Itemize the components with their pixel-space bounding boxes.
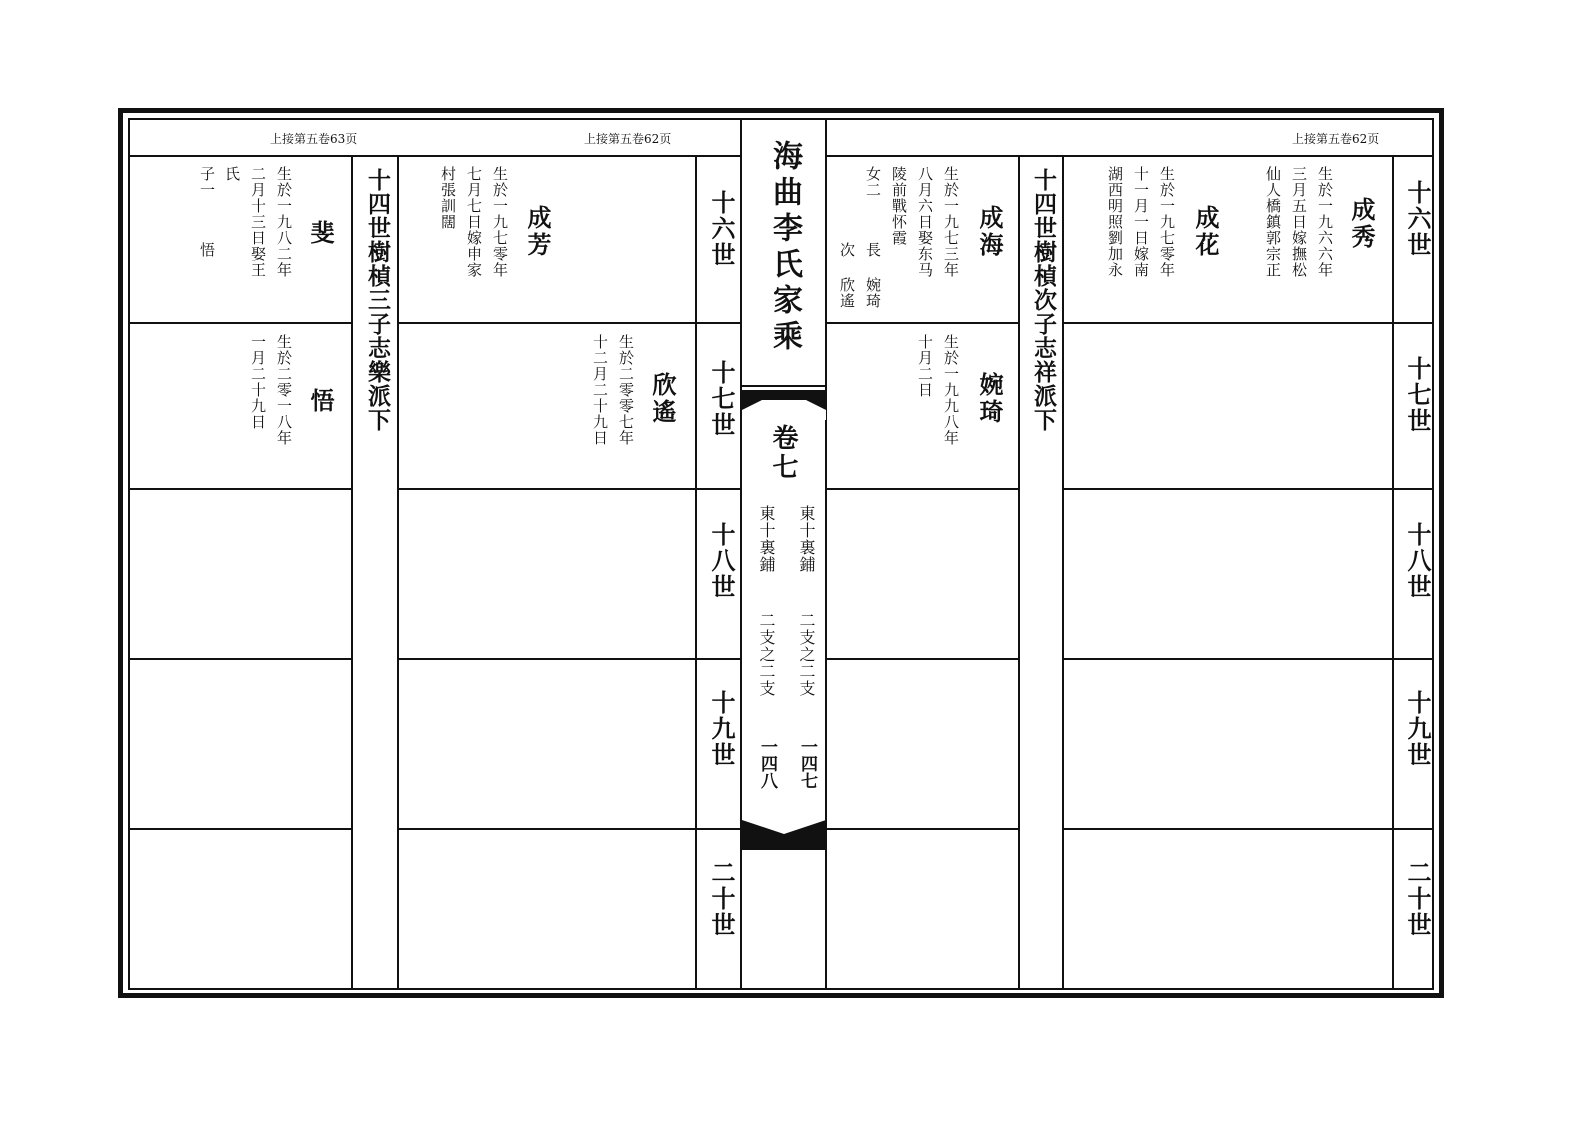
branch-label-left: 十四世樹楨三子志樂派下 — [364, 168, 391, 432]
left-gen-col-left — [695, 155, 697, 990]
row-rule — [128, 322, 351, 324]
person-info-line: 十二月二十九日 — [591, 334, 609, 446]
person-name: 欣遙 — [648, 372, 677, 426]
spine-title: 海曲李氏家乘 — [767, 140, 802, 356]
row-rule — [399, 322, 740, 324]
person-info-line: 子一 — [198, 166, 216, 198]
child-name: 次 欣遙 — [838, 242, 856, 309]
spine-border-right — [825, 118, 827, 990]
gen-label-17: 十七世 — [1403, 356, 1432, 434]
spine-page-right: 一四七 — [797, 738, 817, 789]
person-name: 斐 — [306, 220, 335, 247]
child-name: 長 婉琦 — [864, 242, 882, 309]
person-name: 成芳 — [523, 205, 552, 259]
row-rule — [827, 322, 1018, 324]
person-name: 悟 — [306, 388, 335, 415]
row-rule — [1064, 828, 1434, 830]
person-info-line: 十月二日 — [916, 334, 934, 398]
person-info-line: 生於一九八二年 — [275, 166, 293, 278]
header-rule-left — [128, 155, 742, 157]
spine-location-right: 東十裏鋪 — [797, 505, 816, 573]
gen-label-16: 十六世 — [1403, 180, 1432, 258]
row-rule — [399, 488, 740, 490]
spine-band-bottom — [742, 840, 826, 850]
gen-label-17: 十七世 — [707, 360, 736, 438]
spine-branch-right: 二支之二支 — [797, 612, 816, 697]
gen-label-20: 二十世 — [707, 860, 736, 938]
row-rule — [399, 828, 740, 830]
person-info-line: 生於二零零七年 — [617, 334, 635, 446]
person-info-line: 生於一九七零年 — [1158, 166, 1176, 278]
gen-label-19: 十九世 — [1403, 690, 1432, 768]
person-info-line: 一月二十九日 — [249, 334, 267, 430]
spine-page-left: 一四八 — [757, 738, 777, 789]
person-info-line: 生於一九六六年 — [1316, 166, 1334, 278]
left-branch-col-left — [351, 155, 353, 990]
person-info-line: 八月六日娶东马 — [916, 166, 934, 278]
row-rule — [827, 488, 1018, 490]
spine-branch-left: 二支之二支 — [757, 612, 776, 697]
spine-border-left — [740, 118, 742, 990]
person-info-line: 仙人橋鎮郭宗正 — [1264, 166, 1282, 278]
person-info-line: 生於一九七三年 — [942, 166, 960, 278]
gen-label-19: 十九世 — [707, 690, 736, 768]
gen-label-18: 十八世 — [1403, 522, 1432, 600]
person-info-line: 十一月一日嫁南 — [1132, 166, 1150, 278]
gen-label-20: 二十世 — [1403, 860, 1432, 938]
person-name: 成海 — [975, 205, 1004, 259]
left-branch-col-right — [397, 155, 399, 990]
header-note-left-2: 上接第五卷62页 — [584, 132, 672, 146]
person-info-line: 陵前戰怀霞 — [890, 166, 908, 246]
spine-volume: 卷七 — [768, 424, 798, 482]
person-info-line: 村張訓闊 — [439, 166, 457, 230]
header-note-right: 上接第五卷62页 — [1292, 132, 1380, 146]
spine-title-rule — [742, 385, 826, 387]
person-name: 婉琦 — [975, 372, 1004, 426]
right-branch-col-right — [1062, 155, 1064, 990]
person-info-line: 生於二零一八年 — [275, 334, 293, 446]
row-rule — [1064, 322, 1434, 324]
spine-band-bottom-notch — [742, 820, 826, 840]
row-rule — [827, 658, 1018, 660]
right-gen-col-left — [1392, 155, 1394, 990]
person-name: 成秀 — [1347, 197, 1376, 251]
person-info-line: 七月七日嫁申家 — [465, 166, 483, 278]
row-rule — [1064, 658, 1434, 660]
child-name: 悟 — [198, 242, 216, 258]
person-name: 成花 — [1191, 205, 1220, 259]
spine-location-left: 東十裏鋪 — [757, 505, 776, 573]
person-info-line: 二月十三日娶王 — [249, 166, 267, 278]
gen-label-16: 十六世 — [707, 190, 736, 268]
person-info-line: 三月五日嫁撫松 — [1290, 166, 1308, 278]
row-rule — [128, 658, 351, 660]
person-info-line: 生於一九七零年 — [491, 166, 509, 278]
person-info-line: 生於一九九八年 — [942, 334, 960, 446]
header-rule-right — [826, 155, 1434, 157]
gen-label-18: 十八世 — [707, 522, 736, 600]
person-info-line: 氏 — [223, 166, 241, 182]
header-note-left-1: 上接第五卷63页 — [270, 132, 358, 146]
row-rule — [128, 828, 351, 830]
branch-label-right: 十四世樹楨次子志祥派下 — [1030, 168, 1057, 432]
person-info-line: 女二 — [864, 166, 882, 198]
row-rule — [1064, 488, 1434, 490]
right-branch-col-left — [1018, 155, 1020, 990]
spine-band-top-notch — [742, 400, 826, 420]
row-rule — [827, 828, 1018, 830]
person-info-line: 湖西明照劉加永 — [1106, 166, 1124, 278]
row-rule — [128, 488, 351, 490]
row-rule — [399, 658, 740, 660]
